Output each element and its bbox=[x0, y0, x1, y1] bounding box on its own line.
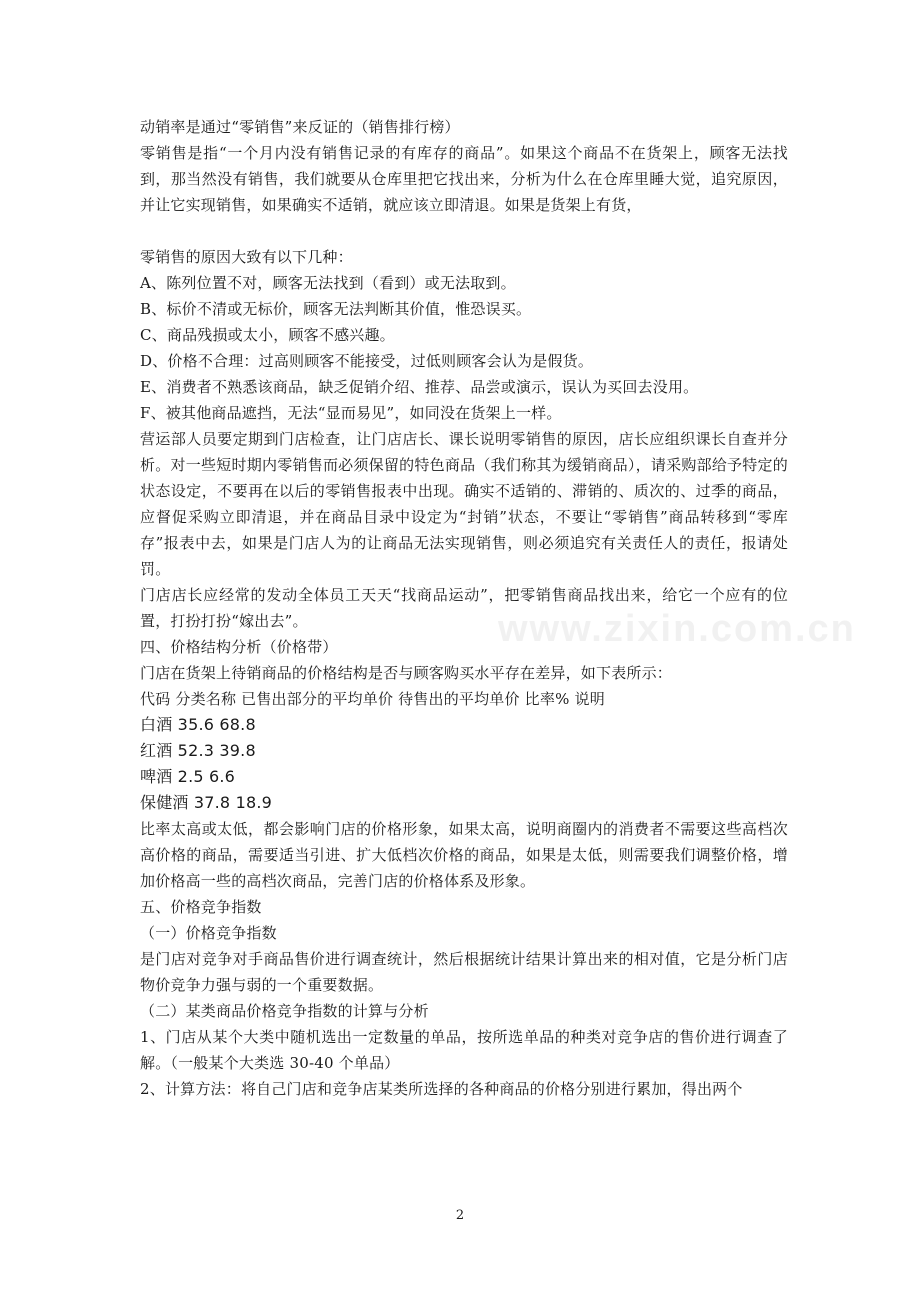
paragraph: 比率太高或太低，都会影响门店的价格形象，如果太高，说明商圈内的消费者不需要这些高档次高价格的商品，需要适当引进、扩大低档次价格的商品，如果是太低，则需要我们调整价格，增加价格高一些的高档次商品，完善门店的价格体系及形象。 bbox=[140, 820, 788, 890]
list-item: B、标价不清或无标价，顾客无法判断其价值，惟恐误买。 bbox=[140, 300, 532, 318]
section-heading: 四、价格结构分析（价格带） bbox=[140, 638, 338, 656]
paragraph: 2、计算方法：将自己门店和竞争店某类所选择的各种商品的价格分别进行累加，得出两个 bbox=[140, 1080, 743, 1098]
list-item: F、被其他商品遮挡，无法“显而易见”，如同没在货架上一样。 bbox=[140, 404, 562, 422]
section-heading: 五、价格竞争指数 bbox=[140, 898, 262, 916]
list-item: A、陈列位置不对，顾客无法找到（看到）或无法取到。 bbox=[140, 274, 516, 292]
blank-line bbox=[140, 218, 788, 244]
table-row: 红酒 52.3 39.8 bbox=[140, 741, 256, 760]
table-row: 啤酒 2.5 6.6 bbox=[140, 767, 236, 786]
table-header: 代码 分类名称 已售出部分的平均单价 待售出的平均单价 比率% 说明 bbox=[140, 690, 605, 708]
paragraph: 是门店对竞争对手商品售价进行调查统计，然后根据统计结果计算出来的相对值，它是分析门店物价竞争力强与弱的一个重要数据。 bbox=[140, 950, 788, 994]
list-item: D、价格不合理：过高则顾客不能接受，过低则顾客会认为是假货。 bbox=[140, 352, 594, 370]
subsection-heading: （一）价格竞争指数 bbox=[140, 924, 277, 942]
list-item: C、商品残损或太小，顾客不感兴趣。 bbox=[140, 326, 395, 344]
paragraph: 门店店长应经常的发动全体员工天天“找商品运动”，把零销售商品找出来，给它一个应有的位置，打扮打扮“嫁出去”。 bbox=[140, 586, 788, 630]
watermark: www.zixin.com.cn bbox=[498, 608, 856, 650]
list-item: E、消费者不熟悉该商品，缺乏促销介绍、推荐、品尝或演示，误认为买回去没用。 bbox=[140, 378, 699, 396]
paragraph: 1、门店从某个大类中随机选出一定数量的单品，按所选单品的种类对竞争店的售价进行调查了解。（一般某个大类选 30-40 个单品） bbox=[140, 1028, 788, 1072]
paragraph: 动销率是通过“零销售”来反证的（销售排行榜） bbox=[140, 118, 460, 136]
table-row: 白酒 35.6 68.8 bbox=[140, 715, 256, 734]
paragraph: 零销售是指“一个月内没有销售记录的有库存的商品”。如果这个商品不在货架上，顾客无法找到，那当然没有销售，我们就要从仓库里把它找出来，分析为什么在仓库里睡大觉，追究原因，并让它实现销售，如果确实不适销，就应该立即清退。如果是货架上有货， bbox=[140, 144, 788, 214]
subsection-heading: （二）某类商品价格竞争指数的计算与分析 bbox=[140, 1002, 429, 1020]
paragraph: 门店在货架上待销商品的价格结构是否与顾客购买水平存在差异，如下表所示： bbox=[140, 664, 673, 682]
table-row: 保健酒 37.8 18.9 bbox=[140, 793, 273, 812]
page-number: 2 bbox=[455, 1208, 465, 1223]
paragraph: 营运部人员要定期到门店检查，让门店店长、课长说明零销售的原因，店长应组织课长自查并分析。对一些短时期内零销售而必须保留的特色商品（我们称其为缓销商品），请采购部给予特定的状态设定，不要再在以后的零销售报表中出现。确实不适销的、滞销的、质次的、过季的商品，应督促采购立即清退，并在商品目录中设定为“封销”状态，不要让“零销售”商品转移到“零库存”报表中去，如果是门店人为的让商品无法实现销售，则必须追究有关责任人的责任，报请处罚。 bbox=[140, 430, 788, 578]
document-body bbox=[140, 114, 788, 1102]
paragraph: 零销售的原因大致有以下几种： bbox=[140, 248, 353, 266]
